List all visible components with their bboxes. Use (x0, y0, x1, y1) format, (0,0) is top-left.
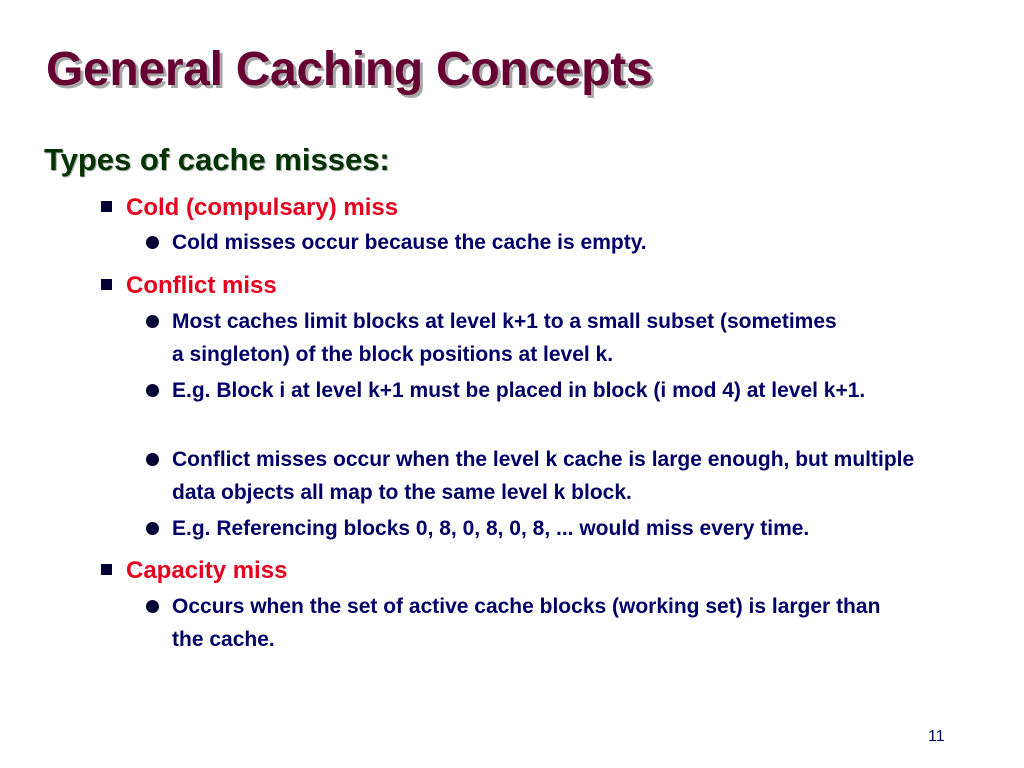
square-bullet-icon (101, 564, 112, 575)
slide-title: General Caching Concepts (46, 43, 653, 96)
round-bullet-icon (146, 315, 159, 328)
round-bullet-icon (146, 522, 159, 535)
section-heading-conflict-miss (101, 272, 277, 300)
round-bullet-icon (146, 453, 159, 466)
bullet-point-text: Cold misses occur because the cache is empty. (172, 231, 647, 254)
round-bullet-icon (146, 600, 159, 613)
section-heading-text: Capacity miss (126, 557, 288, 584)
page-number: 11 (928, 728, 945, 745)
slide-subheading: Types of cache misses: (44, 142, 390, 177)
bullet-point (146, 443, 936, 509)
bullet-point (146, 226, 946, 259)
bullet-point-text: E.g. Block i at level k+1 must be placed in block (i mod 4) at level k+1. (172, 379, 866, 402)
round-bullet-icon (146, 236, 159, 249)
bullet-point (146, 512, 986, 545)
bullet-point (146, 305, 846, 371)
bullet-point-text: Conflict misses occur when the level k cache is large enough, but multiple data objects all map to the same level k block. (172, 448, 915, 504)
section-heading-text: Conflict miss (126, 272, 277, 299)
bullet-point-text: Occurs when the set of active cache blocks (working set) is larger than the cache. (172, 595, 881, 651)
bullet-point (146, 590, 906, 656)
section-heading-cold-miss (101, 194, 398, 222)
bullet-point-text: E.g. Referencing blocks 0, 8, 0, 8, 0, 8, ... would miss every time. (172, 517, 810, 540)
bullet-point-text: Most caches limit blocks at level k+1 to a small subset (sometimes a singleton) of the block positions at level k. (172, 310, 837, 366)
section-heading-capacity-miss (101, 557, 287, 585)
section-heading-text: Cold (compulsary) miss (126, 194, 399, 221)
square-bullet-icon (101, 279, 112, 290)
bullet-point (146, 374, 906, 407)
square-bullet-icon (101, 201, 112, 212)
round-bullet-icon (146, 384, 159, 397)
